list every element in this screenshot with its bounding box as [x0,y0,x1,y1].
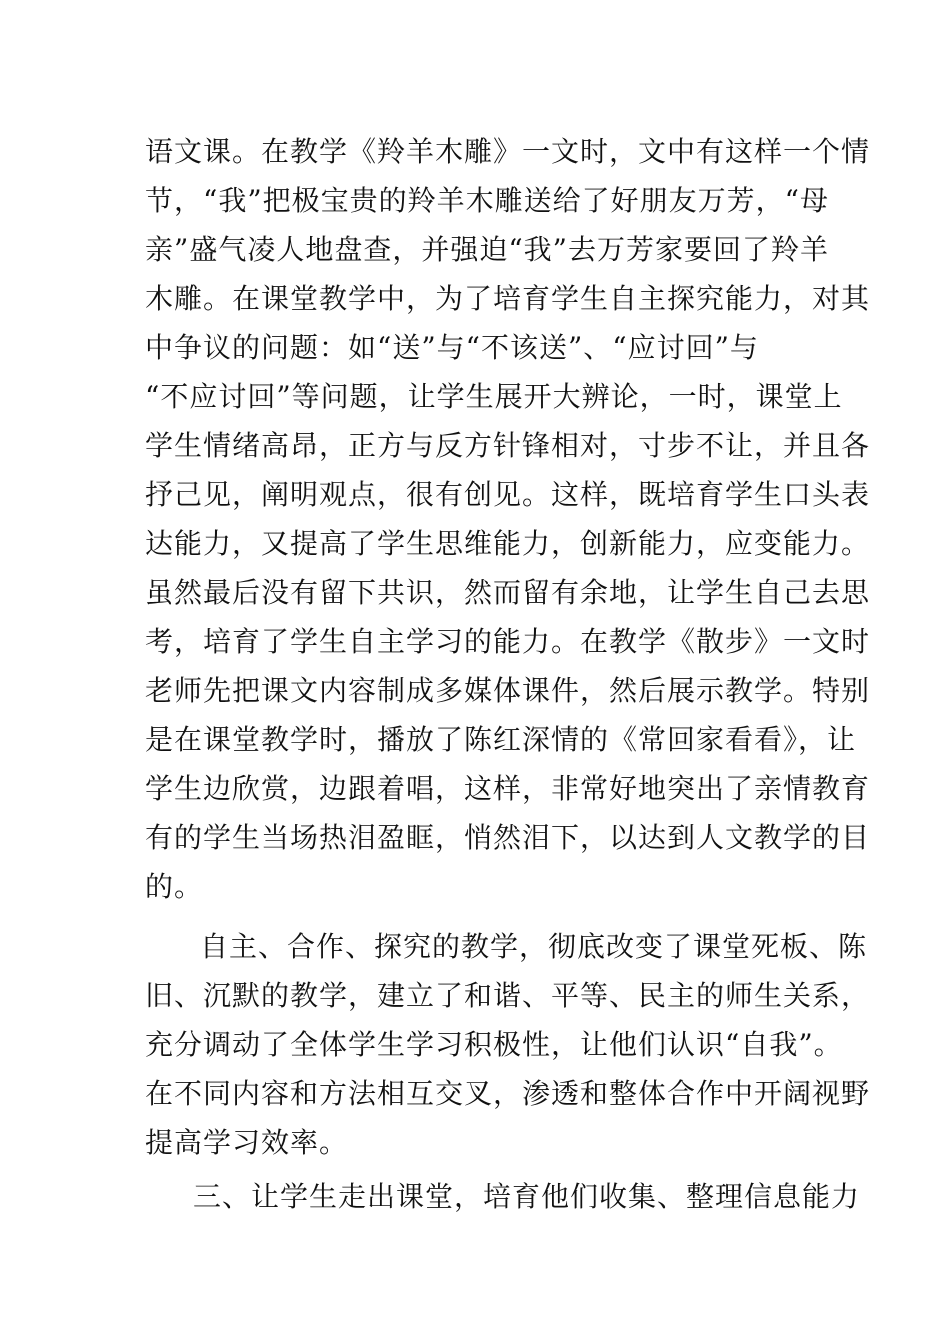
text-line: 学生情绪高昂，正方与反方针锋相对，寸步不让，并且各 [145,429,871,462]
text-line: 考，培育了学生自主学习的能力。在教学《散步》一文时 [145,625,871,658]
paragraph-first-line: 自主、合作、探究的教学，彻底改变了课堂死板、陈 [200,930,868,963]
text-line: 木雕。在课堂教学中，为了培育学生自主探究能力，对其 [145,282,871,315]
text-line: 在不同内容和方法相互交叉，渗透和整体合作中开阔视野 [145,1077,871,1110]
text-line: 提高学习效率。 [145,1126,349,1159]
text-line: 充分调动了全体学生学习积极性，让他们认识“自我”。 [145,1028,843,1061]
text-line: 的。 [145,870,204,903]
text-line: 节，“我”把极宝贵的羚羊木雕送给了好朋友万芳，“母 [145,184,829,217]
text-line: 虽然最后没有留下共识，然而留有余地，让学生自己去思 [145,576,871,609]
text-line: 是在课堂教学时，播放了陈红深情的《常回家看看》，让 [145,723,857,756]
text-line: “不应讨回”等问题，让学生展开大辨论，一时，课堂上 [145,380,843,413]
text-line: 老师先把课文内容制成多媒体课件，然后展示教学。特别 [145,674,871,707]
text-line: 达能力，又提高了学生思维能力，创新能力，应变能力。 [145,527,871,560]
text-line: 旧、沉默的教学，建立了和谐、平等、民主的师生关系， [145,979,871,1012]
text-line: 学生边欣赏，边跟着唱，这样，非常好地突出了亲情教育 [145,772,871,805]
text-line: 语文课。在教学《羚羊木雕》一文时，文中有这样一个情 [145,135,871,168]
text-line: 中争议的问题：如“送”与“不该送”、“应讨回”与 [145,331,759,364]
text-line: 有的学生当场热泪盈眶，悄然泪下，以达到人文教学的目 [145,821,871,854]
section-heading: 三、让学生走出课堂，培育他们收集、整理信息能力 [193,1180,861,1213]
text-line: 亲”盛气凌人地盘查，并强迫“我”去万芳家要回了羚羊 [145,233,829,266]
text-line: 抒己见，阐明观点，很有创见。这样，既培育学生口头表 [145,478,871,511]
